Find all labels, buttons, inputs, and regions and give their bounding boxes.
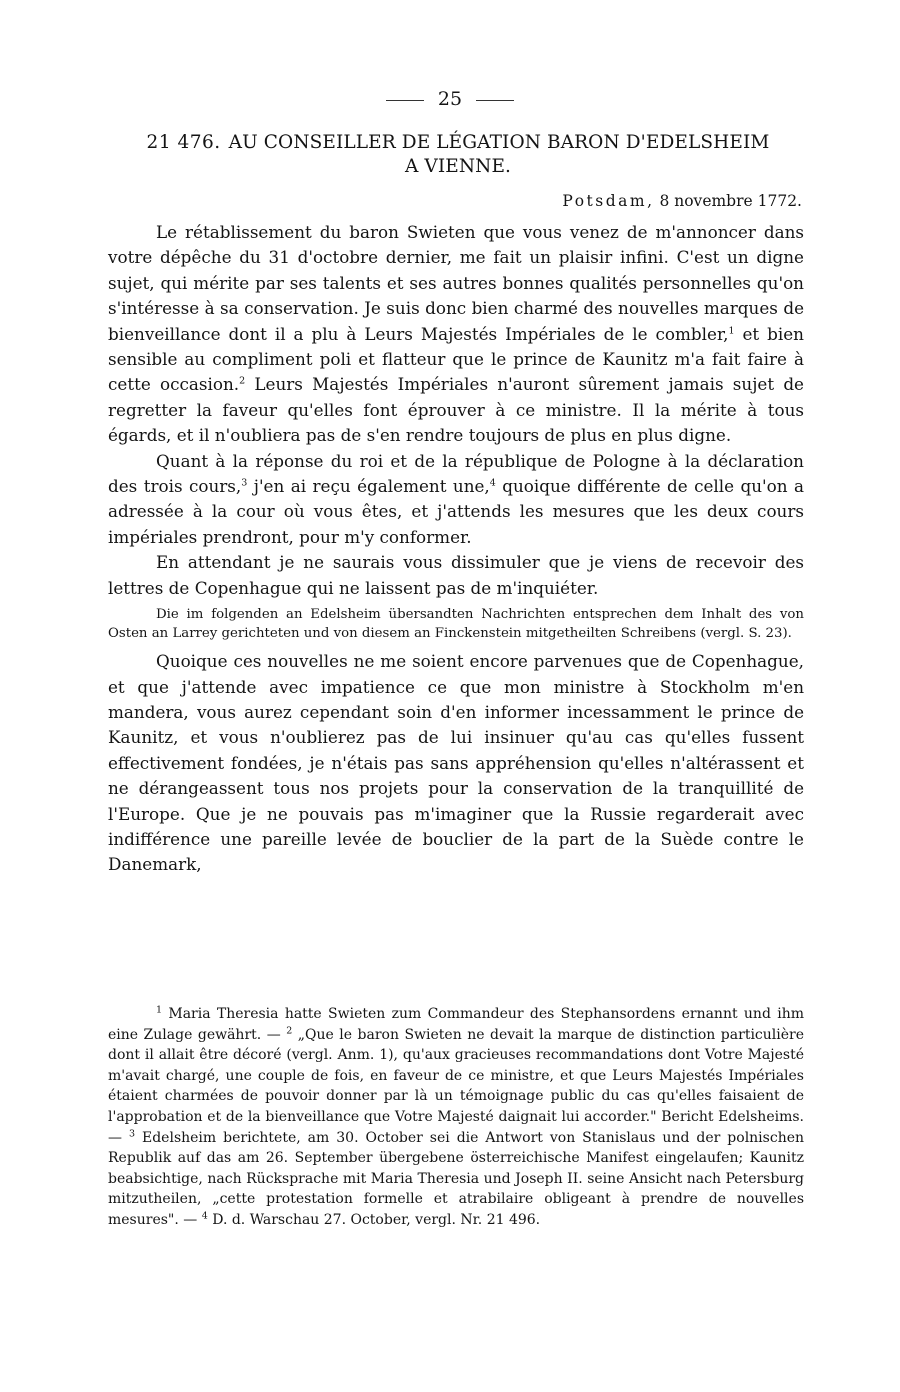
heading-title: AU CONSEILLER DE LÉGATION BARON D'EDELSHEIM [228, 132, 770, 153]
footnote-ref-1: 1 [728, 325, 735, 337]
heading-line-1 [108, 131, 808, 155]
paragraph-1-part-a: Le rétablissement du baron Swieten que vous venez de m'annoncer dans votre dépêche du 31 d'octobre dernier, me fait un plaisir infini. C'est un digne sujet, qui mérite par ses talents et ses autres bonnes qualités personnelles qu'on s'intéresse à sa conservation. Je suis donc bien charmé des nouvelles marques de bienveillance dont il a plu à Leurs Majestés Impériales de le combler, [108, 222, 804, 344]
dateline-date: 8 novembre 1772. [659, 192, 802, 210]
paragraph-2-part-a: Quant à la réponse du roi et de la république de Pologne à la déclaration des trois cours, [108, 450, 804, 497]
paragraph-3: En attendant je ne saurais vous dissimuler que je viens de recevoir des lettres de Copenhague qui ne laissent pas de m'inquiéter. [108, 552, 804, 598]
footnote-mark-2: 2 [286, 1024, 293, 1036]
heading-line-2: A VIENNE. [404, 156, 512, 177]
footnote-ref-4: 4 [489, 477, 496, 489]
folio-rule-right [476, 100, 514, 101]
footnote-mark-1: 1 [156, 1004, 163, 1016]
paragraph-1 [108, 220, 804, 449]
footnote-block [108, 1004, 804, 1231]
page-number-text: 25 [437, 88, 463, 110]
footnote-ref-2: 2 [239, 375, 246, 387]
footnote-mark-4: 4 [201, 1210, 208, 1222]
dateline-place: Potsdam, [562, 192, 655, 210]
paragraph-2-part-b: j'en ai reçu également une, [247, 476, 490, 497]
footnote-3: Edelsheim berichtete, am 30. October sei die Antwort von Stanislaus und der polnischen Republik auf das am 26. September übergebene österreichische Manifest eingelaufen; Kaunitz beabsichtige, nach Rücksprache mit Maria Theresia und Joseph II. seine Ansicht nach Petersburg mitzutheilen, „cette protestation formelle et atrabilaire obligeant à prendre de nouvelles mesures". — [108, 1129, 805, 1228]
footnote-ref-3: 3 [241, 477, 248, 489]
paragraph-2 [108, 449, 804, 551]
paragraph-4: Quoique ces nouvelles ne me soient encore parvenues que de Copenhague, et que j'attende avec impatience ce que mon ministre à Stockholm m'en mandera, vous aurez cependant soin d'en informer incessamment le prince de Kaunitz, et vous n'oublierez pas de lui insinuer qu'au cas qu'elles fussent effectivement fondées, je n'étais pas sans appréhension qu'elles n'altérassent et ne dérangeassent tous nos projets pour la conservation de la tranquillité de l'Europe. Que je ne pouvais pas m'imaginer que la Russie regarderait avec indifférence une pareille levée de bouclier de la part de la Suède contre le Danemark, [108, 651, 804, 875]
paragraph-2-part-c: quoique différente de celle qu'on a adressée à la cour où vous êtes, et j'attends les mesures que les deux cours impériales prendront, pour m'y conformer. [108, 476, 804, 547]
letter-heading [108, 131, 808, 179]
paragraph-1-part-b: et bien sensible au compliment poli et flatteur que le prince de Kaunitz m'a fait faire à cette occasion. [108, 323, 804, 395]
dateline [562, 190, 802, 212]
folio-rule-left [386, 100, 424, 101]
footnote-4: D. d. Warschau 27. October, vergl. Nr. 21 496. [207, 1211, 541, 1228]
paragraph-1-part-c: Leurs Majestés Impériales n'auront sûrement jamais sujet de regretter la faveur qu'elles font éprouver à ce ministre. Il la mérite à tous égards, et il n'oubliera pas de s'en rendre toujours de plus en plus digne. [108, 374, 804, 446]
footnote-mark-3: 3 [128, 1127, 136, 1139]
footnote-2: „Que le baron Swieten ne devait la marque de distinction particulière dont il allait être décoré (vergl. Anm. 1), qu'aux gracieuses recommandations dont Votre Majesté m'avait chargé, une couple de fois, en faveur de ce ministre, et que Leurs Majestés Impériales étaient charmées de pouvoir donner par là un témoignage public du cas qu'elles faisaient de l'approbation et de la bienveillance que Votre Majesté daignait lui accorder." Bericht Edelsheims. — [108, 1026, 804, 1146]
footnotes [108, 1004, 804, 1231]
letter-body [108, 220, 804, 878]
editorial-note: Die im folgenden an Edelsheim übersandten Nachrichten entsprechen dem Inhalt des von Osten an Larrey gerichteten und von diesem an Finckenstein mitgetheilten Schreibens (vergl. S. 23). [108, 607, 804, 642]
page-number [0, 86, 900, 112]
footnote-1: Maria Theresia hatte Swieten zum Commandeur des Stephansordens ernannt und ihm eine Zulage gewährt. — [108, 1006, 804, 1043]
letter-number: 21 476. [146, 132, 221, 153]
